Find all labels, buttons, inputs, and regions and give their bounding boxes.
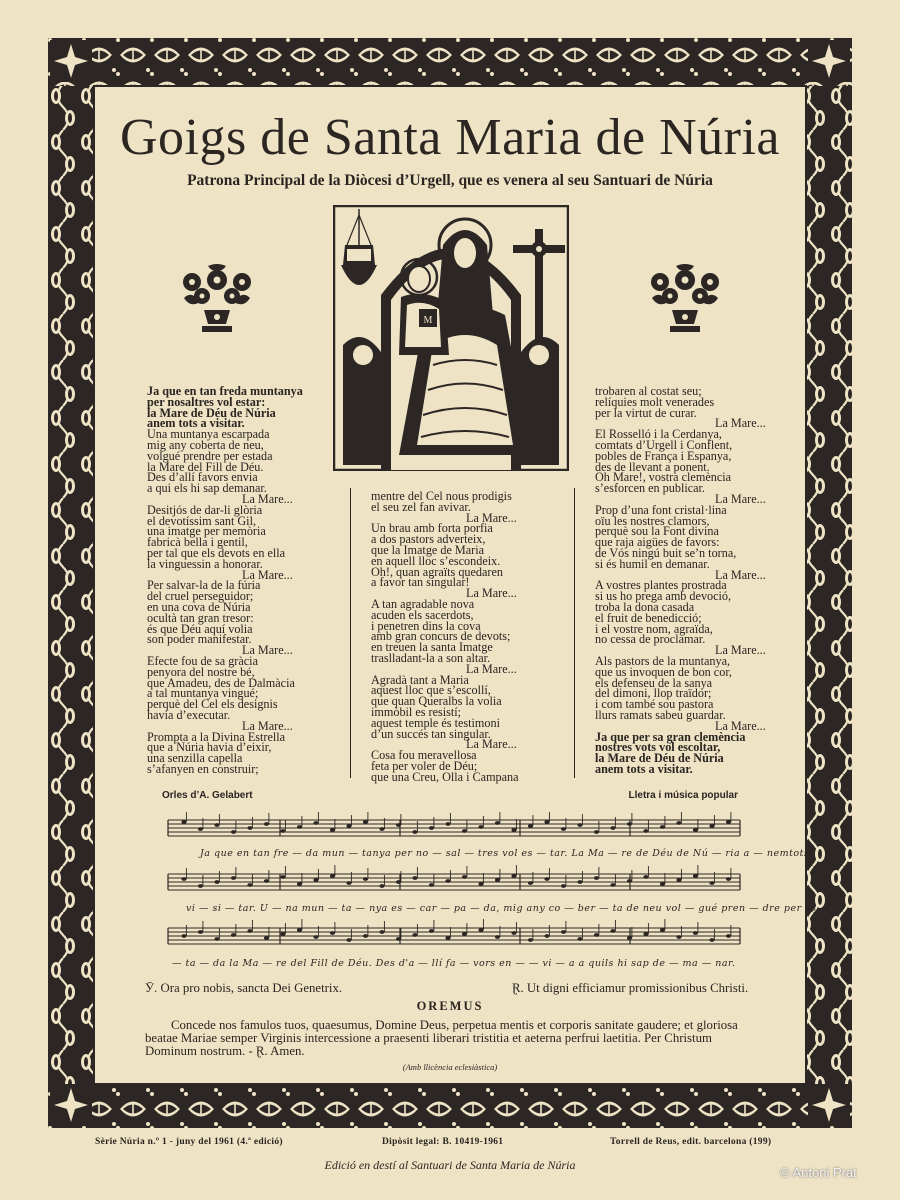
verse-line: mentre del Cel nous prodigis — [371, 489, 512, 503]
note-head — [627, 879, 632, 883]
verse-line: si us ho prega amb devoció, — [595, 589, 732, 604]
verse-line: que us invoquen de bon cor, — [595, 664, 732, 679]
music-lyrics-line-1: Ja que en tan fre — da mun — tanya per no — sal — tres vol es — tar. La Ma — re de Déu de Nú — ria a — nemtots — [200, 848, 810, 859]
refrain-line: La Mare... — [715, 491, 766, 506]
note-head — [363, 820, 368, 824]
note-head — [610, 883, 615, 887]
verse-line: havia d’executar. — [147, 707, 231, 722]
verse-line: la Mare del Fill de Déu. — [147, 459, 264, 474]
ecclesiastical-license: (Amb llicència eclesiàstica) — [402, 1062, 498, 1072]
verse-line: feta per voler de Déu; — [371, 758, 478, 773]
verse-line: a qui els hi sap demanar. — [147, 481, 267, 496]
music-lyrics-line-3: — ta — da la Ma — re del Fill de Déu. Des d'a — llí fa — vors en — — vi — a a quils hi sap de — ma — nar. — [172, 958, 736, 969]
verse-line: en aquell lloc s’escondeix. — [371, 553, 501, 568]
verse-line: traslladant-la a son altar. — [371, 650, 491, 665]
note-head — [709, 938, 714, 942]
note-head — [330, 828, 335, 832]
note-head — [181, 877, 186, 881]
verse-line: trobaren al costat seu; — [595, 384, 702, 398]
note-head — [726, 877, 731, 881]
music-lyrics-line-2: vi — si — tar. U — na mun — ta — nya es — car — pa — da, mig any co — ber — ta de neu vol — gué pren — dre per es — — [186, 903, 831, 914]
note-head — [181, 820, 186, 824]
verse-line: anem tots a visitar. — [147, 416, 245, 431]
refrain-line: La Mare... — [466, 510, 517, 525]
note-head — [478, 882, 483, 886]
note-head — [231, 830, 236, 834]
note-head — [660, 928, 665, 932]
note-head — [643, 875, 648, 879]
note-head — [231, 933, 236, 937]
note-head — [396, 880, 401, 884]
note-head — [726, 820, 731, 824]
note-head — [297, 825, 302, 829]
verse-line: Efecte fou de sa gràcia — [147, 653, 258, 668]
verse-line: penyora del nostre bé, — [147, 664, 255, 679]
note-head — [412, 876, 417, 880]
note-head — [297, 928, 302, 932]
verse-line: immòbil es resistí; — [371, 704, 462, 719]
note-head — [280, 875, 285, 879]
verse-line: que una Creu, Olla i Campana — [371, 769, 519, 784]
verse-line: que quan Queralbs la volia — [371, 694, 502, 709]
verse-line: i penetren dins la cova — [371, 618, 481, 633]
verse-line: troba la dona casada — [595, 599, 695, 614]
verse-line: acuden els sacerdots, — [371, 607, 474, 622]
refrain-line: La Mare... — [715, 416, 766, 431]
verse-line: Cosa fou meravellosa — [371, 748, 477, 763]
verse-line: s’afanyen en construir; — [147, 761, 259, 776]
note-head — [594, 933, 599, 937]
note-head — [313, 878, 318, 882]
verse-line: del cruel perseguidor; — [147, 589, 254, 604]
note-head — [214, 880, 219, 884]
verse-line: la vinguessin a honorar. — [147, 556, 263, 571]
note-head — [511, 828, 516, 832]
verse-line: que la Imatge de Maria — [371, 542, 485, 557]
verse-line: comtats d’Urgell i Conflent, — [595, 437, 733, 452]
verse-line: amb gran concurs de devots; — [371, 629, 511, 644]
oremus-heading: OREMUS — [416, 999, 484, 1013]
verses-column-right — [595, 386, 766, 775]
verse-line: fabricà bella i gentil, — [147, 535, 248, 550]
verse-line: Ja que per sa gran clemència — [595, 729, 746, 744]
verse-line: Prompta a la Divina Estrella — [147, 729, 286, 744]
verse-line: s’esforcen en publicar. — [595, 481, 705, 496]
note-head — [412, 830, 417, 834]
note-head — [264, 936, 269, 940]
verse-line: nostres vots vol escoltar, — [595, 740, 721, 755]
note-head — [544, 877, 549, 881]
verse-line: Ja que en tan freda muntanya — [147, 384, 303, 398]
note-head — [280, 829, 285, 833]
verse-line: el devotíssim sant Gil, — [147, 513, 257, 528]
note-head — [181, 934, 186, 938]
note-head — [561, 884, 566, 888]
verse-line: del dimoni, llop traïdor; — [595, 686, 712, 701]
note-head — [478, 825, 483, 829]
verse-line: El Rosselló i la Cerdanya, — [595, 427, 722, 442]
note-head — [198, 884, 203, 888]
verse-line: Des d’allí favors envia — [147, 470, 258, 485]
credit-borders: Orles d’A. Gelabert — [162, 790, 253, 801]
note-head — [247, 929, 252, 933]
note-head — [313, 821, 318, 825]
versicle: Ӯ. Ora pro nobis, sancta Dei Genetrix. — [145, 981, 343, 995]
note-head — [412, 933, 417, 937]
note-head — [643, 932, 648, 936]
flower-vase-right-icon — [646, 262, 724, 338]
refrain-line: La Mare... — [715, 643, 766, 658]
refrain-line: La Mare... — [715, 567, 766, 582]
note-head — [709, 824, 714, 828]
refrain-line: La Mare... — [242, 718, 293, 733]
verse-line: perquè sou la Font divina — [595, 524, 719, 539]
note-head — [396, 823, 401, 827]
note-head — [445, 822, 450, 826]
verse-line: la Mare de Déu de Núria — [147, 405, 276, 420]
note-head — [330, 874, 335, 878]
verse-line: és que Déu aquí volia — [147, 621, 253, 636]
verse-line: que raja aigües de favors: — [595, 535, 720, 550]
verse-line: Un brau amb forta porfia — [371, 521, 493, 536]
verse-line: aquest temple és testimoni — [371, 715, 500, 730]
note-head — [610, 929, 615, 933]
verse-line: una senzilla capella — [147, 751, 243, 766]
note-head — [247, 826, 252, 830]
verse-line: Agradà tant a Maria — [371, 672, 469, 687]
verse-line: els defenseu de la sanya — [595, 675, 713, 690]
verse-line: en una cova de Núria — [147, 599, 251, 614]
note-head — [363, 877, 368, 881]
column-divider-left — [350, 488, 351, 778]
note-head — [693, 874, 698, 878]
note-head — [330, 931, 335, 935]
verse-line: mig any coberta de neu, — [147, 437, 264, 452]
note-head — [429, 929, 434, 933]
verse-line: per la virtut de curar. — [595, 405, 697, 420]
note-head — [280, 932, 285, 936]
note-head — [528, 938, 533, 942]
note-head — [577, 880, 582, 884]
verse-line: el fruit de benedicció; — [595, 610, 702, 625]
verse-line: son poder manifestar. — [147, 632, 252, 647]
note-head — [544, 820, 549, 824]
credit-lyrics: Lletra i música popular — [628, 790, 738, 801]
note-head — [693, 931, 698, 935]
note-head — [346, 938, 351, 942]
note-head — [264, 879, 269, 883]
note-head — [577, 823, 582, 827]
note-head — [313, 935, 318, 939]
note-head — [693, 828, 698, 832]
verse-line: Una muntanya escarpada — [147, 427, 270, 442]
note-head — [445, 879, 450, 883]
verse-line: A tan agradable nova — [371, 596, 475, 611]
verse-line: a dos pastors adverteix, — [371, 532, 486, 547]
verse-line: per tal que els devots en ella — [147, 545, 286, 560]
note-head — [379, 827, 384, 831]
note-head — [511, 874, 516, 878]
verse-line: des de llevant a ponent. — [595, 459, 710, 474]
refrain-line: La Mare... — [242, 643, 293, 658]
note-head — [627, 822, 632, 826]
note-head — [610, 826, 615, 830]
refrain-line: La Mare... — [466, 661, 517, 676]
copyright-watermark: © Antoni Prat — [780, 1165, 857, 1180]
note-head — [561, 827, 566, 831]
verse-line: d’un succés tan singular. — [371, 726, 491, 741]
verse-line: Prop d’una font cristal·lina — [595, 502, 727, 517]
refrain-line: La Mare... — [466, 737, 517, 752]
note-head — [676, 935, 681, 939]
verses-column-left — [147, 386, 303, 775]
verse-line: una imatge per memòria — [147, 524, 266, 539]
verse-line: oïu les nostres clamors, — [595, 513, 710, 528]
note-head — [462, 932, 467, 936]
prayer-text: Concede nos famulos tuos, quaesumus, Domine Deus, perpetua mentis et corporis sanitate gaudere; et gloriosa beatae Mariae semper Virginis intercessione a praesenti liberari tristitia et aeterna perfrui laetitia. Per Christum Dominum nostrum. - Ɽ. Amen. — [145, 1018, 738, 1058]
virgin-and-child-woodcut — [333, 205, 569, 471]
note-head — [346, 881, 351, 885]
verse-line: i com també sou pastora — [595, 697, 714, 712]
verse-line: que Amadeu, des de Dalmàcia — [147, 675, 295, 690]
note-head — [214, 823, 219, 827]
verse-line: si és humil en demanar. — [595, 556, 710, 571]
verse-line: a favor tan singular! — [371, 575, 470, 590]
verse-line: Desitjós de dar-li glòria — [147, 502, 263, 517]
note-head — [709, 881, 714, 885]
note-head — [214, 937, 219, 941]
verse-line: aquest lloc que s’escollí, — [371, 683, 491, 698]
note-head — [462, 829, 467, 833]
verse-line: en treuen la santa Imatge — [371, 640, 493, 655]
verse-line: Oh Mare!, vostra clemència — [595, 470, 732, 485]
verse-line: A vostres plantes prostrada — [595, 578, 727, 593]
page-subtitle: Patrona Principal de la Diòcesi d’Urgell, que es venera al seu Santuari de Núria — [187, 172, 713, 189]
note-head — [346, 824, 351, 828]
verse-line: pobles de França i Espanya, — [595, 448, 732, 463]
note-head — [429, 883, 434, 887]
note-head — [264, 822, 269, 826]
legal-deposit: Dipòsit legal: B. 10419-1961 — [382, 1137, 504, 1147]
note-head — [726, 934, 731, 938]
verse-line: volgué prendre per estada — [147, 448, 273, 463]
note-head — [594, 830, 599, 834]
note-head — [676, 821, 681, 825]
verse-line: el seu zel fan avivar. — [371, 499, 471, 514]
note-head — [247, 883, 252, 887]
note-head — [660, 825, 665, 829]
note-head — [363, 934, 368, 938]
verse-line: que a Núria havia d’eixir, — [147, 740, 272, 755]
note-head — [544, 934, 549, 938]
page-title: Goigs de Santa Maria de Núria — [120, 109, 780, 166]
note-head — [594, 876, 599, 880]
svg-text:M: M — [423, 315, 433, 326]
verse-line: perquè del Cel els designis — [147, 697, 278, 712]
series-info: Sèrie Núria n.º 1 - juny del 1961 (4.ª edició) — [95, 1137, 283, 1147]
verse-line: ocultà tan gran tresor: — [147, 610, 254, 625]
printer-info: Torrell de Reus, edit. barcelona (199) — [610, 1137, 772, 1147]
music-notation — [160, 812, 746, 976]
verse-line: no cessa de proclamar. — [595, 632, 706, 647]
note-head — [429, 826, 434, 830]
column-divider-right — [574, 488, 575, 778]
note-head — [495, 821, 500, 825]
edition-note: Edició en destí al Santuari de Santa Maria de Núria — [324, 1158, 576, 1172]
note-head — [660, 882, 665, 886]
verse-line: Oh!, quan agraïts quedaren — [371, 564, 503, 579]
note-head — [198, 930, 203, 934]
note-head — [495, 878, 500, 882]
verse-line: Per salvar-la de la fúria — [147, 578, 261, 593]
verse-line: llurs ramats sabeu guardar. — [595, 707, 726, 722]
verse-line: a tal muntanya vingué; — [147, 686, 259, 701]
note-head — [676, 878, 681, 882]
note-head — [198, 827, 203, 831]
verse-line: de Vós ningú buit se’n torna, — [595, 545, 737, 560]
note-head — [231, 876, 236, 880]
note-head — [643, 829, 648, 833]
note-head — [462, 875, 467, 879]
note-head — [478, 928, 483, 932]
refrain-line: La Mare... — [242, 567, 293, 582]
verse-line: la Mare de Déu de Núria — [595, 751, 724, 766]
note-head — [445, 936, 450, 940]
verse-line: i el vostre nom, agraïda, — [595, 621, 713, 636]
refrain-line: La Mare... — [715, 718, 766, 733]
verse-line: Als pastors de la muntanya, — [595, 653, 731, 668]
note-head — [561, 930, 566, 934]
note-head — [511, 931, 516, 935]
response: Ɽ. Ut digni efficiamur promissionibus Christi. — [512, 981, 749, 995]
note-head — [297, 882, 302, 886]
note-head — [577, 937, 582, 941]
note-head — [379, 884, 384, 888]
note-head — [627, 936, 632, 940]
verse-line: anem tots a visitar. — [595, 761, 693, 776]
note-head — [528, 881, 533, 885]
refrain-line: La Mare... — [242, 491, 293, 506]
verse-line: per nosaltres vol estar: — [147, 394, 266, 409]
note-head — [528, 824, 533, 828]
note-head — [379, 930, 384, 934]
verses-column-center — [371, 491, 519, 783]
refrain-line: La Mare... — [466, 586, 517, 601]
flower-vase-left-icon — [178, 262, 256, 338]
note-head — [396, 937, 401, 941]
note-head — [495, 935, 500, 939]
verse-line: relíquies molt venerades — [595, 394, 715, 409]
